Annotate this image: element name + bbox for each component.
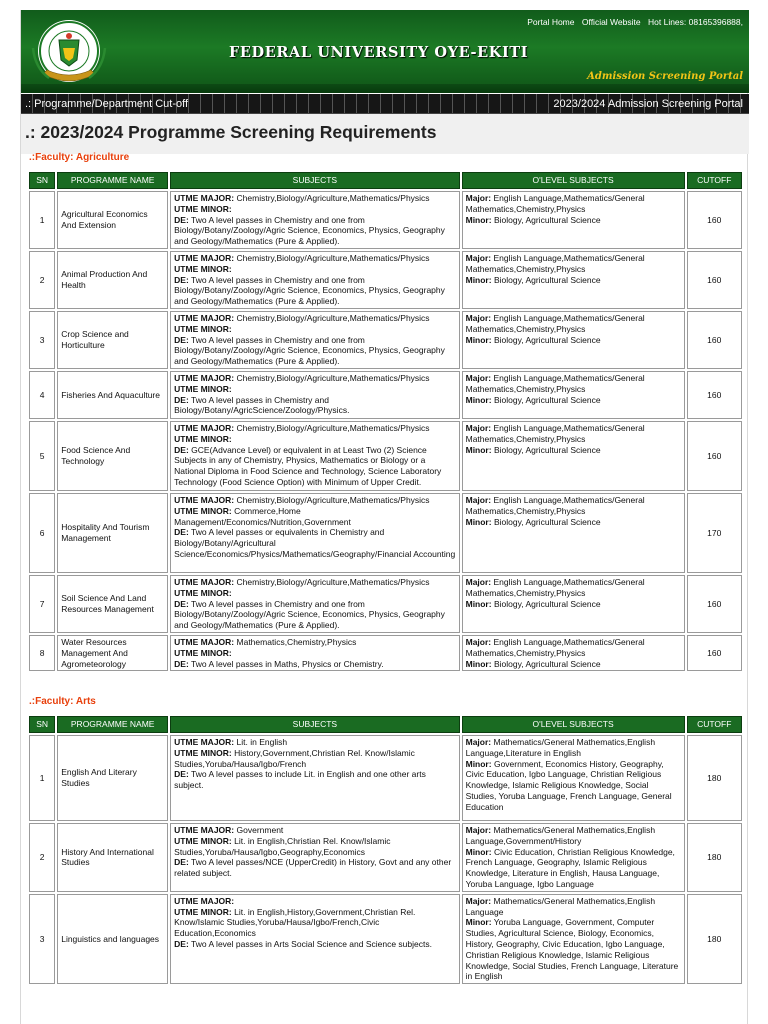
utme-minor <box>174 204 455 215</box>
cutoff-value: 160 <box>687 635 743 671</box>
portal-label: 2023/2024 Admission Screening Portal <box>553 98 743 110</box>
direct-entry-value: Two A level passes or equivalents in Chemistry and Biology/Botany/Agricultural Science/Economics/Physics/Mathematics/Geography/Financial Accounting <box>174 527 456 559</box>
portal-subtitle: Admission Screening Portal <box>587 71 743 82</box>
utme-major-value: Chemistry,Biology/Agriculture,Mathematics/Physics <box>236 423 430 433</box>
table-row <box>29 421 742 491</box>
utme-minor-label: UTME MINOR: <box>174 747 232 758</box>
direct-entry-value: Two A level passes in Chemistry and Biology/Botany/AgricScience/Zoology/Physics. <box>174 394 350 416</box>
olevel-cell <box>462 371 685 419</box>
table-header-row <box>29 716 742 733</box>
utme-minor-label: UTME MINOR: <box>174 906 232 917</box>
programme-name: Animal Production And Health <box>57 251 168 309</box>
olevel-minor <box>466 759 681 813</box>
olevel-major-label: Major: <box>465 253 492 263</box>
olevel-cell <box>462 191 685 249</box>
olevel-major-label: Major: <box>465 895 492 906</box>
table-row <box>29 823 742 892</box>
direct-entry <box>174 445 455 488</box>
utme-major <box>174 423 455 434</box>
faculty-heading-agriculture: .:Faculty: Agriculture <box>29 152 130 163</box>
direct-entry-value: Two A level passes in Chemistry and one from Biology/Botany/Zoology/Agric Science, Economics, Physics, Geography and Geology/Mathematics (Pure & Applied). <box>174 214 445 247</box>
olevel-minor-label: Minor: <box>465 394 492 405</box>
olevel-minor <box>466 659 681 670</box>
utme-minor-label: UTME MINOR: <box>174 505 232 516</box>
programme-name: Agricultural Economics And Extension <box>57 191 168 249</box>
olevel-major <box>466 896 681 918</box>
olevel-minor <box>466 445 681 456</box>
utme-minor <box>174 324 455 335</box>
col-subjects-header: SUBJECTS <box>170 172 459 189</box>
utme-major-value: Chemistry,Biology/Agriculture,Mathematics/Physics <box>236 253 430 263</box>
cutoff-value: 160 <box>687 191 743 249</box>
utme-minor-label: UTME MINOR: <box>174 647 232 658</box>
olevel-minor-label: Minor: <box>465 444 492 455</box>
hotline-text: Hot Lines: 08165396888, <box>648 17 743 27</box>
col-cutoff-header: CUTOFF <box>687 172 743 189</box>
olevel-minor-value: Biology, Agricultural Science <box>493 598 601 609</box>
direct-entry <box>174 857 455 879</box>
utme-minor <box>174 506 455 528</box>
utme-major-value: Lit. in English <box>236 737 288 747</box>
row-sn: 4 <box>29 371 55 419</box>
olevel-major <box>466 495 681 517</box>
utme-minor-label: UTME MINOR: <box>174 203 232 214</box>
programme-name: Hospitality And Tourism Management <box>57 493 168 573</box>
utme-major-label: UTME MAJOR: <box>174 253 235 263</box>
utme-minor <box>174 434 455 445</box>
direct-entry <box>174 215 455 247</box>
utme-major-label: UTME MAJOR: <box>174 637 235 647</box>
utme-minor <box>174 648 455 659</box>
col-cutoff-header: CUTOFF <box>687 716 743 733</box>
utme-minor-label: UTME MINOR: <box>174 587 232 598</box>
olevel-minor <box>466 517 681 528</box>
direct-entry-value: Two A level passes/NCE (UpperCredit) in History, Govt and any other related subject. <box>174 857 452 879</box>
programme-name: Linguistics and languages <box>57 894 168 984</box>
direct-entry-value: Two A level passes in Chemistry and one from Biology/Botany/Zoology/Agric Science, Economics, Physics, Geography and Geology/Mathematics (Pure & Applied). <box>174 274 445 307</box>
utme-minor-label: UTME MINOR: <box>174 323 232 334</box>
direct-entry <box>174 395 455 417</box>
utme-major <box>174 495 455 506</box>
olevel-minor-value: Biology, Agricultural Science <box>493 214 601 225</box>
cutoff-value: 180 <box>687 735 743 821</box>
olevel-major <box>466 637 681 659</box>
olevel-major-label: Major: <box>465 825 492 835</box>
row-sn: 2 <box>29 823 55 892</box>
direct-entry-label: DE: <box>174 857 189 868</box>
row-sn: 8 <box>29 635 55 671</box>
direct-entry <box>174 275 455 307</box>
olevel-cell <box>462 894 685 984</box>
row-sn: 2 <box>29 251 55 309</box>
olevel-minor-label: Minor: <box>465 917 492 928</box>
utme-major <box>174 313 455 324</box>
col-programme-header: PROGRAMME NAME <box>57 172 168 189</box>
row-sn: 3 <box>29 894 55 984</box>
direct-entry-value: Two A level passes in Maths, Physics or Chemistry. <box>191 658 384 669</box>
cutoff-value: 170 <box>687 493 743 573</box>
col-sn-header: SN <box>29 172 55 189</box>
table-row <box>29 493 742 573</box>
direct-entry <box>174 527 455 559</box>
col-sn-header: SN <box>29 716 55 733</box>
utme-major-label: UTME MAJOR: <box>174 825 235 835</box>
programme-name: Soil Science And Land Resources Management <box>57 575 168 633</box>
subjects-cell <box>170 894 459 984</box>
olevel-minor <box>466 395 681 406</box>
olevel-major-value: English Language,Mathematics/General Mathematics,Chemistry,Physics <box>465 373 645 394</box>
table-row <box>29 575 742 633</box>
olevel-major <box>466 825 681 847</box>
utme-major-value: Chemistry,Biology/Agriculture,Mathematics/Physics <box>236 313 430 323</box>
direct-entry-value: Two A level passes in Chemistry and one from Biology/Botany/Zoology/Agric Science, Economics, Physics, Geography and Geology/Mathematics (Pure & Applied). <box>174 598 445 631</box>
direct-entry-label: DE: <box>174 769 189 780</box>
olevel-major-label: Major: <box>465 577 492 587</box>
utme-major-label: UTME MAJOR: <box>174 423 235 433</box>
breadcrumb[interactable]: .: Programme/Department Cut-off <box>25 98 189 110</box>
utme-minor <box>174 384 455 395</box>
cutoff-value: 180 <box>687 894 743 984</box>
subjects-cell <box>170 371 459 419</box>
faculty-heading-arts: .:Faculty: Arts <box>29 696 96 707</box>
subjects-cell <box>170 421 459 491</box>
olevel-major-value: English Language,Mathematics/General Mathematics,Chemistry,Physics <box>465 253 645 274</box>
olevel-cell <box>462 421 685 491</box>
utme-minor-label: UTME MINOR: <box>174 383 232 394</box>
olevel-major <box>466 737 681 759</box>
olevel-major-value: English Language,Mathematics/General Mathematics,Chemistry,Physics <box>465 423 645 444</box>
utme-major <box>174 637 455 648</box>
utme-major <box>174 896 455 907</box>
utme-major <box>174 737 455 748</box>
col-olevel-header: O'LEVEL SUBJECTS <box>462 172 685 189</box>
olevel-major-value: English Language,Mathematics/General Mathematics,Chemistry,Physics <box>465 193 645 214</box>
utme-major <box>174 253 455 264</box>
olevel-minor-value: Government, Economics History, Geography, Civic Education, Igbo Language, Christian Religious Knowledge, Islamic Religious Knowledge, Social Studies, Yoruba Language, French Language, General Education <box>465 758 672 812</box>
direct-entry-label: DE: <box>174 938 189 949</box>
olevel-major <box>466 423 681 445</box>
table-row <box>29 735 742 821</box>
portal-home-link[interactable]: Portal Home <box>527 17 575 27</box>
utme-major-label: UTME MAJOR: <box>174 313 235 323</box>
utme-major-label: UTME MAJOR: <box>174 737 235 747</box>
direct-entry-label: DE: <box>174 394 189 405</box>
subjects-cell <box>170 635 459 671</box>
direct-entry-value: Two A level passes to include Lit. in English and one other arts subject. <box>174 769 426 791</box>
table-row <box>29 311 742 369</box>
olevel-cell <box>462 311 685 369</box>
table-row <box>29 191 742 249</box>
olevel-major-label: Major: <box>465 193 492 203</box>
olevel-major-value: English Language,Mathematics/General Mathematics,Chemistry,Physics <box>465 637 645 658</box>
direct-entry-label: DE: <box>174 334 189 345</box>
official-website-link[interactable]: Official Website <box>581 17 641 27</box>
utme-minor-value: Lit. in English,Christian Rel. Know/Islamic Studies,Yoruba/Hausa/Igbo,Geography,Economics <box>174 835 391 857</box>
direct-entry-value: Two A level passes in Arts Social Science and Science subjects. <box>191 938 432 949</box>
olevel-minor-value: Civic Education, Christian Religious Knowledge, French Language, Geography, Islamic Religious Knowledge, Literature in English, Hausa Language, Yoruba Language, Igbo Language <box>465 846 675 889</box>
olevel-cell <box>462 635 685 671</box>
utme-minor-label: UTME MINOR: <box>174 835 232 846</box>
utme-minor-label: UTME MINOR: <box>174 263 232 274</box>
university-logo <box>29 18 109 90</box>
utme-major-label: UTME MAJOR: <box>174 495 235 505</box>
olevel-minor-value: Yoruba Language, Government, Computer Studies, Agricultural Science, Biology, Economics, History, Geography, Civic Education, Igbo Language, Christian Religious Knowledge, Islamic Religious Knowledge, Social Studies, French Language, Literature in English <box>465 917 679 982</box>
programme-name: Crop Science and Horticulture <box>57 311 168 369</box>
direct-entry-value: Two A level passes in Chemistry and one from Biology/Botany/Zoology/Agric Science, Economics, Physics, Geography and Geology/Mathematics (Pure & Applied). <box>174 334 445 367</box>
olevel-minor-label: Minor: <box>465 846 492 857</box>
olevel-minor-label: Minor: <box>465 758 492 769</box>
requirements-table-arts <box>27 714 744 986</box>
olevel-major-value: Mathematics/General Mathematics,English Language,Government/History <box>465 825 656 846</box>
direct-entry-value: GCE(Advance Level) or equivalent in at Least Two (2) Science Subjects in any of Chemistry, Physics, Mathematics or Biology or a National Diploma in Food Science and Technology, Science Laboratory Technology (Food Science Option) with Minimum of Upper Credit. <box>174 444 442 487</box>
olevel-major <box>466 193 681 215</box>
direct-entry <box>174 769 455 791</box>
olevel-cell <box>462 493 685 573</box>
utme-minor <box>174 588 455 599</box>
olevel-major-value: Mathematics/General Mathematics,English Language <box>465 895 656 917</box>
direct-entry-label: DE: <box>174 444 189 455</box>
utme-major-label: UTME MAJOR: <box>174 193 235 203</box>
row-sn: 3 <box>29 311 55 369</box>
utme-major-value: Government <box>236 825 284 835</box>
utme-major-label: UTME MAJOR: <box>174 895 235 906</box>
direct-entry-label: DE: <box>174 658 189 669</box>
olevel-minor-value: Biology, Agricultural Science <box>493 334 601 345</box>
table-row <box>29 635 742 671</box>
utme-major <box>174 193 455 204</box>
table-header-row <box>29 172 742 189</box>
utme-minor-value: Lit. in English,History,Government,Christian Rel. Know/Islamic Studies,Yoruba/Hausa/Igbo/French,Civic Education,Economics <box>174 906 416 939</box>
page-container <box>20 10 748 1024</box>
cutoff-value: 160 <box>687 371 743 419</box>
requirements-table-agriculture <box>27 170 744 673</box>
olevel-major <box>466 313 681 335</box>
direct-entry-label: DE: <box>174 527 189 538</box>
row-sn: 6 <box>29 493 55 573</box>
programme-name: Food Science And Technology <box>57 421 168 491</box>
row-sn: 7 <box>29 575 55 633</box>
olevel-minor-value: Biology, Agricultural Science <box>493 516 601 527</box>
olevel-minor-value: Biology, Agricultural Science <box>493 444 601 455</box>
olevel-major-label: Major: <box>465 637 492 647</box>
utme-minor <box>174 836 455 858</box>
olevel-major-label: Major: <box>465 423 492 433</box>
university-name: FEDERAL UNIVERSITY OYE-EKITI <box>229 44 529 61</box>
cutoff-value: 160 <box>687 575 743 633</box>
utme-minor <box>174 748 455 770</box>
subjects-cell <box>170 823 459 892</box>
utme-major <box>174 373 455 384</box>
subjects-cell <box>170 191 459 249</box>
page-title: .: 2023/2024 Programme Screening Requirements <box>25 122 437 142</box>
table-row <box>29 371 742 419</box>
utme-minor-label: UTME MINOR: <box>174 433 232 444</box>
cutoff-value: 160 <box>687 421 743 491</box>
direct-entry-label: DE: <box>174 214 189 225</box>
olevel-minor <box>466 275 681 286</box>
olevel-cell <box>462 735 685 821</box>
olevel-major-value: English Language,Mathematics/General Mathematics,Chemistry,Physics <box>465 577 645 598</box>
olevel-minor <box>466 335 681 346</box>
olevel-major-label: Major: <box>465 373 492 383</box>
utme-major-value: Chemistry,Biology/Agriculture,Mathematics/Physics <box>236 373 430 383</box>
direct-entry <box>174 599 455 631</box>
utme-major-label: UTME MAJOR: <box>174 373 235 383</box>
table-row <box>29 251 742 309</box>
olevel-minor <box>466 917 681 982</box>
utme-major-label: UTME MAJOR: <box>174 577 235 587</box>
olevel-major-label: Major: <box>465 737 492 747</box>
olevel-major-value: English Language,Mathematics/General Mathematics,Chemistry,Physics <box>465 495 645 516</box>
cutoff-value: 160 <box>687 251 743 309</box>
direct-entry <box>174 939 455 950</box>
subjects-cell <box>170 251 459 309</box>
row-sn: 1 <box>29 735 55 821</box>
olevel-minor-label: Minor: <box>465 658 492 669</box>
utme-major-value: Chemistry,Biology/Agriculture,Mathematics/Physics <box>236 495 430 505</box>
utme-minor <box>174 264 455 275</box>
cutoff-value: 180 <box>687 823 743 892</box>
utme-minor-value: Commerce,Home Management/Economics/Nutrition,Government <box>174 505 351 527</box>
utme-major-value: Chemistry,Biology/Agriculture,Mathematics/Physics <box>236 577 430 587</box>
programme-name: Fisheries And Aquaculture <box>57 371 168 419</box>
olevel-minor-label: Minor: <box>465 598 492 609</box>
olevel-minor-label: Minor: <box>465 516 492 527</box>
cutoff-value: 160 <box>687 311 743 369</box>
subjects-cell <box>170 575 459 633</box>
direct-entry-label: DE: <box>174 274 189 285</box>
olevel-major-label: Major: <box>465 495 492 505</box>
col-olevel-header: O'LEVEL SUBJECTS <box>462 716 685 733</box>
olevel-major <box>466 577 681 599</box>
programme-name: History And International Studies <box>57 823 168 892</box>
site-header <box>21 10 749 93</box>
col-programme-header: PROGRAMME NAME <box>57 716 168 733</box>
olevel-minor-label: Minor: <box>465 214 492 225</box>
olevel-cell <box>462 575 685 633</box>
olevel-minor-value: Biology, Agricultural Science <box>493 658 601 669</box>
utme-major <box>174 825 455 836</box>
olevel-major <box>466 373 681 395</box>
nav-bar <box>21 94 749 114</box>
utme-major-value: Mathematics,Chemistry,Physics <box>236 637 357 647</box>
olevel-cell <box>462 251 685 309</box>
programme-name: English And Literary Studies <box>57 735 168 821</box>
utme-major-value: Chemistry,Biology/Agriculture,Mathematics/Physics <box>236 193 430 203</box>
direct-entry <box>174 335 455 367</box>
row-sn: 1 <box>29 191 55 249</box>
utme-minor-value: History,Government,Christian Rel. Know/Islamic Studies,Yoruba/Hausa/Igbo/French <box>174 747 415 769</box>
utme-minor <box>174 907 455 939</box>
direct-entry-label: DE: <box>174 598 189 609</box>
subjects-cell <box>170 735 459 821</box>
olevel-minor <box>466 215 681 226</box>
olevel-minor-label: Minor: <box>465 334 492 345</box>
subjects-cell <box>170 311 459 369</box>
col-subjects-header: SUBJECTS <box>170 716 459 733</box>
row-sn: 5 <box>29 421 55 491</box>
olevel-minor-value: Biology, Agricultural Science <box>493 394 601 405</box>
top-links <box>522 17 743 27</box>
direct-entry <box>174 659 455 670</box>
olevel-cell <box>462 823 685 892</box>
olevel-major-value: Mathematics/General Mathematics,English Language,Literature in English <box>465 737 656 758</box>
olevel-major <box>466 253 681 275</box>
olevel-major-value: English Language,Mathematics/General Mathematics,Chemistry,Physics <box>465 313 645 334</box>
olevel-minor-label: Minor: <box>465 274 492 285</box>
utme-major <box>174 577 455 588</box>
olevel-minor <box>466 599 681 610</box>
olevel-minor-value: Biology, Agricultural Science <box>493 274 601 285</box>
olevel-major-label: Major: <box>465 313 492 323</box>
table-row <box>29 894 742 984</box>
olevel-minor <box>466 847 681 890</box>
programme-name: Water Resources Management And Agrometeorology <box>57 635 168 671</box>
subjects-cell <box>170 493 459 573</box>
